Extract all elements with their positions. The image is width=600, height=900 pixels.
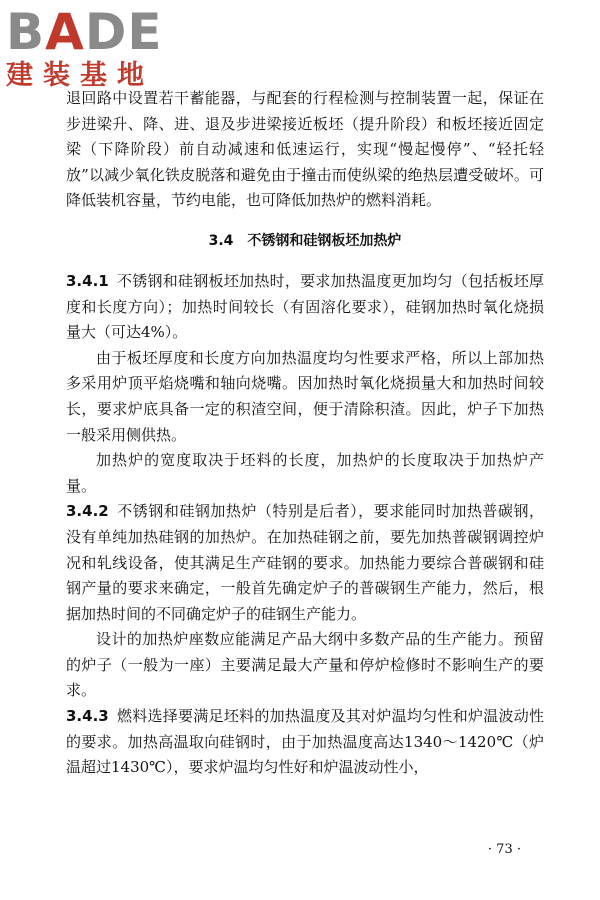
body-paragraph: 由于板坯厚度和长度方向加热温度均匀性要求严格，所以上部加热多采用炉顶平焰烧嘴和轴向烧嘴。因加热时氧化烧损量大和加热时间较长，要求炉底具备一定的积渣空间，便于清除积渣。因此，炉子下加热一般采用侧供热。 xyxy=(66,348,544,444)
clause-number: 3.4.1 xyxy=(66,271,109,290)
clause-text: 燃料选择要满足坯料的加热温度及其对炉温均匀性和炉温波动性的要求。加热高温取向硅钢时，由于加热温度高达1340～1420℃（炉温超过1430℃），要求炉温均匀性好和炉温波动性小， xyxy=(66,707,544,777)
body-paragraph: 设计的加热炉座数应能满足产品大纲中多数产品的生产能力。预留的炉子（一般为一座）主要满足最大产量和停炉检修时不影响生产的要求。 xyxy=(66,630,544,700)
clause-3-4-1 xyxy=(66,269,544,346)
section-heading: 3.4 不锈钢和硅钢板坯加热炉 xyxy=(208,232,402,249)
document-page xyxy=(66,86,544,781)
body-paragraph: 加热炉的宽度取决于坯料的长度，加热炉的长度取决于加热炉产量。 xyxy=(66,451,544,495)
logo-letters-de: DE xyxy=(84,3,163,61)
logo-subtitle: 建装基地 xyxy=(6,60,154,91)
clause-text: 不锈钢和硅钢板坯加热时，要求加热温度更加均匀（包括板坯厚度和长度方向）；加热时间较长（有固溶化要求），硅钢加热时氧化烧损量大（可达4%）。 xyxy=(66,271,544,342)
logo-letter-b: B xyxy=(6,3,46,61)
intro-paragraph: 退回路中设置若干蓄能器，与配套的行程检测与控制装置一起，保证在步进梁升、降、进、退及步进梁接近板坯（提升阶段）和板坯接近固定梁（下降阶段）前自动减速和低速运行，实现“慢起慢停”、“轻托轻放”以减少氧化铁皮脱落和避免由于撞击而使纵梁的绝热层遭受破坏。可降低装机容量，节约电能，也可降低加热炉的燃料消耗。 xyxy=(66,89,544,210)
clause-text: 不锈钢和硅钢加热炉（特别是后者），要求能同时加热普碳钢，没有单纯加热硅钢的加热炉。在加热硅钢之前，要先加热普碳钢调控炉况和轧线设备，使其满足生产硅钢的要求。加热能力要综合普碳钢和硅钢产量的要求来确定，一般首先确定炉子的普碳钢生产能力，然后，根据加热时间的不同确定炉子的硅钢生产能力。 xyxy=(66,502,544,623)
logo-letter-a: A xyxy=(45,3,85,61)
clause-3-4-3 xyxy=(66,704,544,781)
clause-number: 3.4.3 xyxy=(66,707,109,726)
clause-number: 3.4.2 xyxy=(66,502,109,521)
logo-wordmark xyxy=(6,3,181,61)
clause-3-4-2 xyxy=(66,499,544,627)
bade-logo xyxy=(6,3,181,96)
page-number: · 73 · xyxy=(487,842,521,857)
